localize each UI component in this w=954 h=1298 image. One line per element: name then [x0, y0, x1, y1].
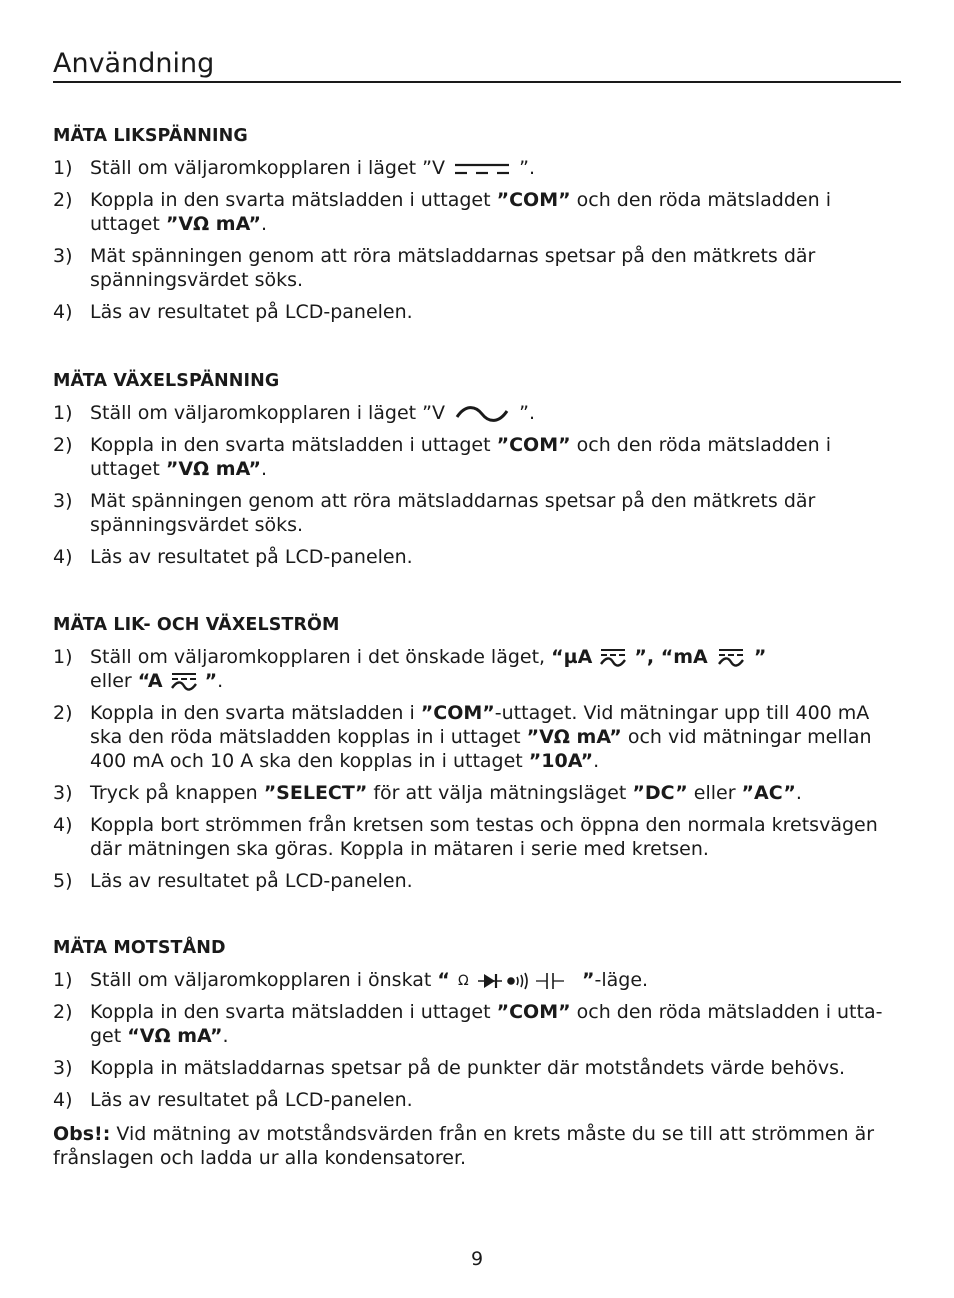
section-dc-voltage: [53, 124, 901, 332]
list-item: 3) Tryck på knappen ”SELECT” för att välja mätningsläget ”DC” eller ”AC”.: [53, 782, 802, 804]
list-item: 1) Ställ om väljaromkopplaren i läget ”V ”.: [53, 402, 536, 424]
list-item: 2) Koppla in den svarta mätsladden i uttaget ”COM” och den röda mätsladden i utta-get “VΩ mA”.: [53, 1001, 883, 1047]
ac-dc-symbol-icon: [714, 647, 748, 669]
section-current: [53, 613, 901, 901]
steps-list: [53, 401, 901, 569]
ohm-diode-continuity-capacitor-icon: [456, 970, 576, 992]
svg-text:Ω: Ω: [457, 972, 469, 989]
section-heading: MÄTA MOTSTÅND: [53, 938, 226, 958]
list-item: 1) Ställ om väljaromkopplaren i det önskade läget, “µA ”, “mA ” eller “A ”.: [53, 646, 767, 692]
list-item: 1) Ställ om väljaromkopplaren i läget ”V ”.: [53, 157, 536, 179]
section-heading: MÄTA VÄXELSPÄNNING: [53, 371, 280, 391]
list-item: 5) Läs av resultatet på LCD-panelen.: [53, 870, 413, 892]
steps-list: [53, 156, 901, 324]
list-item: 4) Läs av resultatet på LCD-panelen.: [53, 301, 413, 323]
list-item: 2) Koppla in den svarta mätsladden i uttaget ”COM” och den röda mätsladden i uttaget ”VΩ mA”.: [53, 189, 831, 235]
list-item: 3) Koppla in mätsladdarnas spetsar på de punkter där motståndets värde behövs.: [53, 1057, 846, 1079]
page-number: 9: [470, 1248, 484, 1270]
note-label: Obs!:: [53, 1123, 111, 1145]
list-item: 2) Koppla in den svarta mätsladden i uttaget ”COM” och den röda mätsladden i uttaget ”VΩ mA”.: [53, 434, 831, 480]
ac-wave-icon: [451, 406, 513, 422]
section-heading: MÄTA LIKSPÄNNING: [53, 126, 248, 146]
section-resistance: [53, 936, 901, 1170]
ac-dc-symbol-icon: [598, 647, 628, 669]
ac-dc-symbol-icon: [169, 671, 199, 693]
page-title: Användning: [53, 48, 215, 79]
list-item: 4) Koppla bort strömmen från kretsen som testas och öppna den normala kretsvägen där mätningen ska göras. Koppla in mätaren i serie med kretsen.: [53, 814, 878, 860]
steps-list: [53, 968, 901, 1112]
dc-symbol-icon: [451, 161, 513, 177]
list-item: 4) Läs av resultatet på LCD-panelen.: [53, 546, 413, 568]
section-ac-voltage: [53, 369, 901, 577]
list-item: 1) Ställ om väljaromkopplaren i önskat “ Ω ”-läge.: [53, 969, 649, 991]
list-item: 2) Koppla in den svarta mätsladden i ”COM”-uttaget. Vid mätningar upp till 400 mA ska den röda mätsladden kopplas in i uttaget ”VΩ mA” och vid mätningar mellan 400 mA och 10 A ska den kopplas in i uttaget ”10A”.: [53, 702, 872, 772]
list-item: 3) Mät spänningen genom att röra mätsladdarnas spetsar på den mätkrets där spänningsvärdet söks.: [53, 245, 816, 291]
list-item: 3) Mät spänningen genom att röra mätsladdarnas spetsar på den mätkrets där spänningsvärdet söks.: [53, 490, 816, 536]
title-divider: [53, 81, 901, 83]
steps-list: [53, 645, 901, 893]
section-heading: MÄTA LIK- OCH VÄXELSTRÖM: [53, 615, 340, 635]
note-paragraph: Obs!: Vid mätning av motståndsvärden från en krets måste du se till att strömmen är frånslagen och ladda ur alla kondensatorer.: [53, 1123, 875, 1169]
list-item: 4) Läs av resultatet på LCD-panelen.: [53, 1089, 413, 1111]
